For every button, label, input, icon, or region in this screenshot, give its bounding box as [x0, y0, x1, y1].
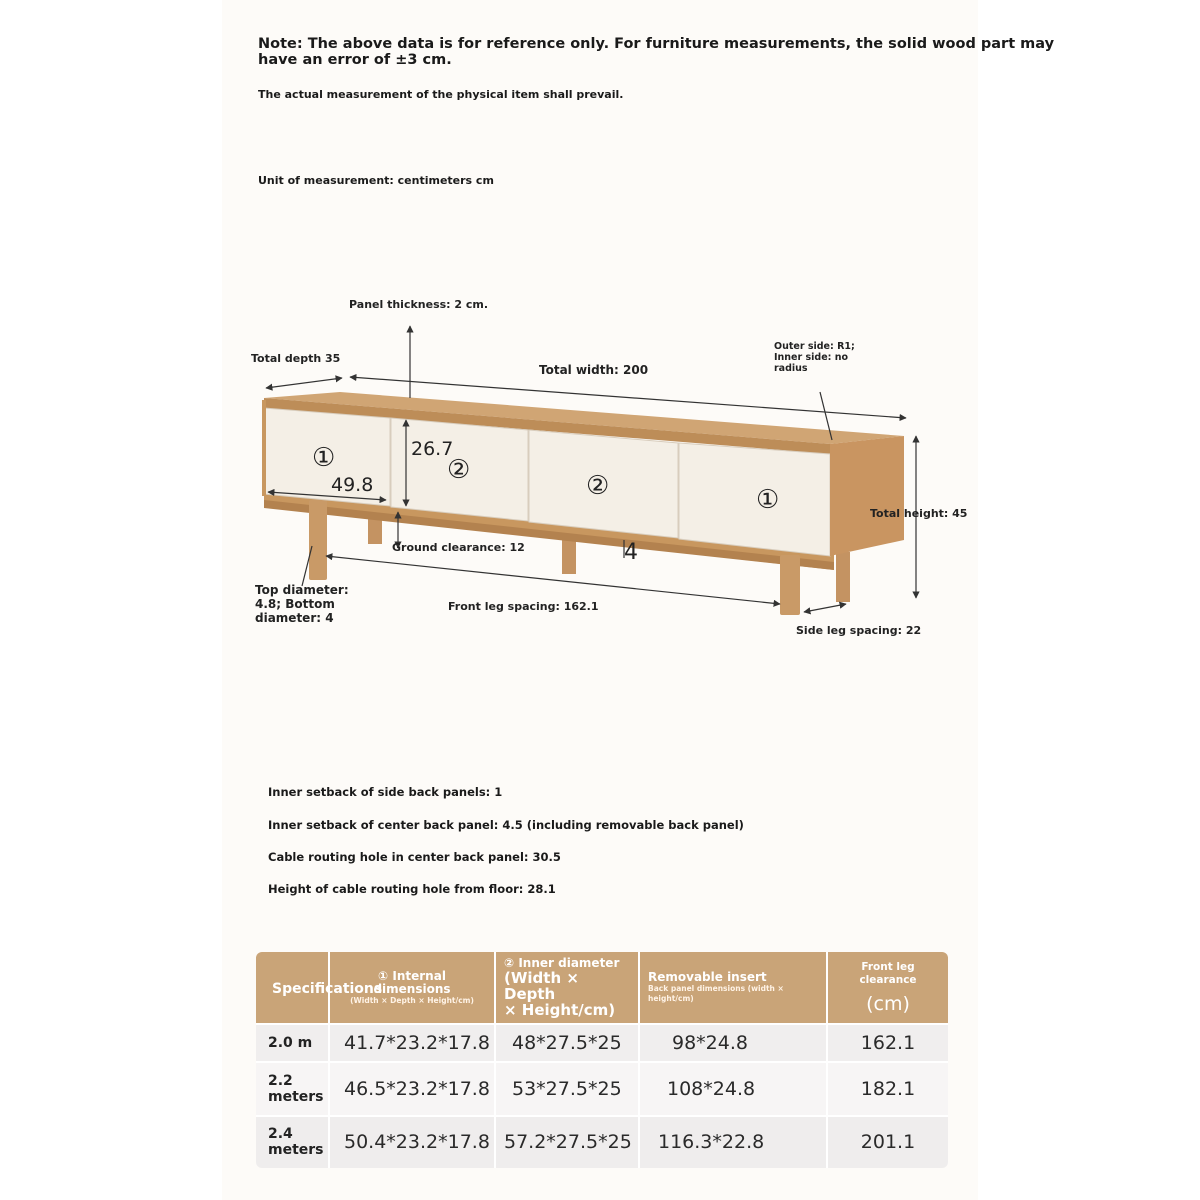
marker-door-4: ①	[756, 485, 780, 515]
dim-leg: 4	[624, 540, 638, 565]
row-clearance: 201.1	[827, 1116, 948, 1168]
edge-radius-line-2: Inner side: no	[774, 352, 849, 363]
row-clearance: 182.1	[827, 1062, 948, 1116]
marker-door-1: ①	[312, 443, 336, 473]
marker-door-2: ②	[447, 455, 471, 485]
front-leg-arrow	[326, 556, 780, 604]
note-line-1: Note: The above data is for reference only. For furniture measurements, the solid wood part may	[258, 36, 1055, 52]
side-leg-spacing-label: Side leg spacing: 22	[796, 624, 922, 637]
panel-thickness-label: Panel thickness: 2 cm.	[349, 298, 489, 311]
back-leg-middle	[562, 540, 576, 574]
header-internal-line-2: dimensions	[373, 981, 451, 996]
row-clearance: 162.1	[827, 1024, 948, 1062]
marker-door-3: ②	[586, 471, 610, 501]
leg-diameter-line-3: diameter: 4	[255, 611, 334, 625]
header-insert-sub: Back panel dimensions (width × height/cm)	[648, 984, 784, 1003]
row-spec: 2.0 m	[256, 1024, 329, 1062]
note-line-2: have an error of ±3 cm.	[258, 52, 452, 68]
leg-diameter-line-2: 4.8; Bottom	[255, 597, 335, 611]
header-insert-line-1: Removable insert	[648, 970, 767, 984]
leg-diameter-line-1: Top diameter:	[255, 583, 349, 597]
header-clearance-line-1: Front leg clearance	[859, 960, 917, 986]
front-leg-left	[309, 500, 327, 580]
dim-inner-width: 49.8	[331, 474, 374, 496]
row-spec: 2.2 meters	[256, 1062, 329, 1116]
header-inner-line-3: × Height/cm)	[504, 1001, 616, 1019]
header-inner-line-2: (Width × Depth	[504, 969, 579, 1003]
left-edge	[262, 400, 266, 496]
row-inner: 53*27.5*25	[495, 1062, 639, 1116]
header-clearance-line-2: (cm)	[866, 992, 910, 1015]
row-insert: 108*24.8	[639, 1062, 827, 1116]
spec-line-1: Inner setback of side back panels: 1	[268, 785, 503, 799]
header-internal-sub: (Width × Depth × Height/cm)	[350, 995, 474, 1005]
row-spec: 2.4 meters	[256, 1116, 329, 1168]
edge-radius-line-3: radius	[774, 363, 808, 374]
row-internal: 46.5*23.2*17.8	[329, 1062, 495, 1116]
row-internal: 50.4*23.2*17.8	[329, 1116, 495, 1168]
leg-diameter-label	[255, 583, 349, 625]
dim-inner-height: 26.7	[411, 438, 454, 460]
header-inner-line-1: ② Inner diameter	[504, 956, 620, 970]
total-depth-label: Total depth 35	[251, 352, 341, 365]
total-width-label: Total width: 200	[539, 363, 649, 377]
row-inner: 57.2*27.5*25	[495, 1116, 639, 1168]
row-inner: 48*27.5*25	[495, 1024, 639, 1062]
unit-note: Unit of measurement: centimeters cm	[258, 174, 494, 187]
header-internal-line-1: ① Internal	[378, 968, 446, 983]
table-row	[256, 1024, 948, 1062]
header-spec	[256, 952, 383, 1024]
row-insert: 116.3*22.8	[639, 1116, 827, 1168]
door-4	[679, 443, 830, 556]
back-leg-right	[836, 552, 850, 602]
note-line-3: The actual measurement of the physical item shall prevail.	[258, 88, 624, 101]
header-inner-diameter	[495, 952, 639, 1024]
total-height-label: Total height: 45	[870, 507, 968, 520]
edge-radius-line-1: Outer side: R1;	[774, 341, 855, 352]
front-leg-spacing-label: Front leg spacing: 162.1	[448, 600, 599, 613]
cabinet-side	[830, 436, 904, 556]
edge-radius-label	[774, 341, 855, 374]
spec-line-3: Cable routing hole in center back panel: 30.5	[268, 850, 561, 864]
spec-line-4: Height of cable routing hole from floor: 28.1	[268, 882, 556, 896]
spec-line-2: Inner setback of center back panel: 4.5 (including removable back panel)	[268, 818, 744, 832]
header-spec-text: Specifications	[272, 981, 383, 997]
header-clearance	[827, 952, 948, 1024]
row-internal: 41.7*23.2*17.8	[329, 1024, 495, 1062]
side-leg-arrow	[804, 604, 846, 612]
ground-clearance-label: Ground clearance: 12	[392, 541, 525, 554]
table-row	[256, 1062, 948, 1116]
row-insert: 98*24.8	[639, 1024, 827, 1062]
depth-arrow	[266, 378, 342, 388]
spec-table	[256, 952, 948, 1168]
header-insert	[639, 952, 827, 1024]
table-row	[256, 1116, 948, 1168]
front-leg-right	[780, 555, 800, 615]
